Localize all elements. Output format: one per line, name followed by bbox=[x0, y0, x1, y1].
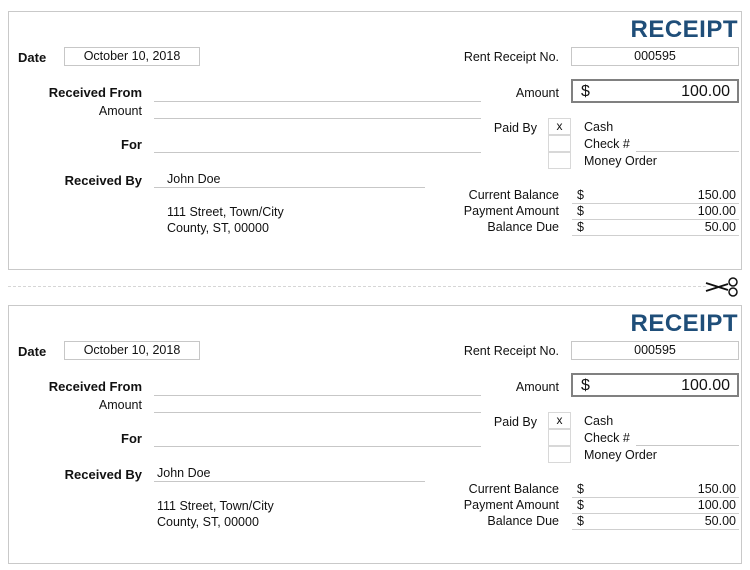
paid-by-label: Paid By bbox=[493, 415, 537, 429]
paid-by-label: Paid By bbox=[493, 121, 537, 135]
balance-label: Current Balance bbox=[468, 188, 559, 202]
received-from-field[interactable] bbox=[154, 101, 481, 102]
address-line-2: County, ST, 00000 bbox=[157, 515, 259, 529]
balance-currency: $ bbox=[577, 204, 584, 218]
receipt-title: RECEIPT bbox=[630, 310, 738, 337]
amount-words-field[interactable] bbox=[154, 412, 481, 413]
for-field[interactable] bbox=[154, 152, 481, 153]
balance-currency: $ bbox=[577, 498, 584, 512]
amount-label: Amount bbox=[515, 86, 559, 100]
balance-cell[interactable] bbox=[572, 220, 739, 236]
balance-currency: $ bbox=[577, 188, 584, 202]
date-field[interactable]: October 10, 2018 bbox=[64, 47, 200, 66]
received-by-value: John Doe bbox=[157, 466, 211, 480]
amount-words-field[interactable] bbox=[154, 118, 481, 119]
for-field[interactable] bbox=[154, 446, 481, 447]
receipt-bottom bbox=[8, 305, 742, 564]
balance-cell[interactable] bbox=[572, 482, 739, 498]
received-by-label: Received By bbox=[64, 173, 142, 188]
for-label: For bbox=[121, 431, 142, 446]
balance-currency: $ bbox=[577, 220, 584, 234]
amount-words-label: Amount bbox=[98, 398, 142, 412]
money-order-label: Money Order bbox=[584, 448, 657, 462]
amount-currency: $ bbox=[581, 83, 590, 100]
received-from-label: Received From bbox=[48, 379, 142, 394]
money-order-label: Money Order bbox=[584, 154, 657, 168]
money-order-checkbox[interactable] bbox=[548, 152, 571, 169]
balance-value: 100.00 bbox=[697, 204, 736, 218]
balance-cell[interactable] bbox=[572, 514, 739, 530]
received-by-line bbox=[154, 187, 425, 188]
date-label: Date bbox=[18, 50, 47, 65]
balance-value: 150.00 bbox=[697, 482, 736, 496]
address-line-2: County, ST, 00000 bbox=[167, 221, 269, 235]
amount-label: Amount bbox=[515, 380, 559, 394]
check-number-field[interactable] bbox=[636, 151, 739, 152]
balance-label: Balance Due bbox=[487, 514, 559, 528]
cash-checkbox[interactable]: x bbox=[548, 412, 571, 429]
balance-cell[interactable] bbox=[572, 204, 739, 220]
receipt-title: RECEIPT bbox=[630, 16, 738, 43]
scissors-icon bbox=[704, 277, 740, 302]
balance-currency: $ bbox=[577, 482, 584, 496]
date-field[interactable]: October 10, 2018 bbox=[64, 341, 200, 360]
cut-line bbox=[8, 286, 706, 287]
cash-label: Cash bbox=[584, 120, 614, 134]
balance-label: Payment Amount bbox=[463, 204, 559, 218]
check-checkbox[interactable] bbox=[548, 135, 571, 152]
cash-checkbox[interactable]: x bbox=[548, 118, 571, 135]
receipt-no-label: Rent Receipt No. bbox=[463, 50, 559, 64]
received-by-line bbox=[154, 481, 425, 482]
balance-value: 50.00 bbox=[704, 514, 736, 528]
receipt-no-field[interactable]: 000595 bbox=[571, 47, 739, 66]
amount-value: 100.00 bbox=[681, 377, 730, 394]
receipt-top bbox=[8, 11, 742, 270]
balance-label: Payment Amount bbox=[463, 498, 559, 512]
amount-currency: $ bbox=[581, 377, 590, 394]
balance-label: Current Balance bbox=[468, 482, 559, 496]
receipt-no-label: Rent Receipt No. bbox=[463, 344, 559, 358]
received-by-label: Received By bbox=[64, 467, 142, 482]
balance-value: 100.00 bbox=[697, 498, 736, 512]
received-by-value: John Doe bbox=[167, 172, 221, 186]
date-label: Date bbox=[18, 344, 47, 359]
address-line-1: 111 Street, Town/City bbox=[157, 499, 274, 513]
balance-cell[interactable] bbox=[572, 188, 739, 204]
check-label: Check # bbox=[584, 137, 630, 151]
balance-cell[interactable] bbox=[572, 498, 739, 514]
balance-currency: $ bbox=[577, 514, 584, 528]
cash-label: Cash bbox=[584, 414, 614, 428]
check-label: Check # bbox=[584, 431, 630, 445]
balance-value: 50.00 bbox=[704, 220, 736, 234]
received-from-label: Received From bbox=[48, 85, 142, 100]
amount-words-label: Amount bbox=[98, 104, 142, 118]
received-from-field[interactable] bbox=[154, 395, 481, 396]
amount-field[interactable] bbox=[571, 79, 739, 103]
check-number-field[interactable] bbox=[636, 445, 739, 446]
check-checkbox[interactable] bbox=[548, 429, 571, 446]
receipt-no-field[interactable]: 000595 bbox=[571, 341, 739, 360]
balance-value: 150.00 bbox=[697, 188, 736, 202]
amount-field[interactable] bbox=[571, 373, 739, 397]
balance-label: Balance Due bbox=[487, 220, 559, 234]
address-line-1: 111 Street, Town/City bbox=[167, 205, 284, 219]
amount-value: 100.00 bbox=[681, 83, 730, 100]
for-label: For bbox=[121, 137, 142, 152]
money-order-checkbox[interactable] bbox=[548, 446, 571, 463]
